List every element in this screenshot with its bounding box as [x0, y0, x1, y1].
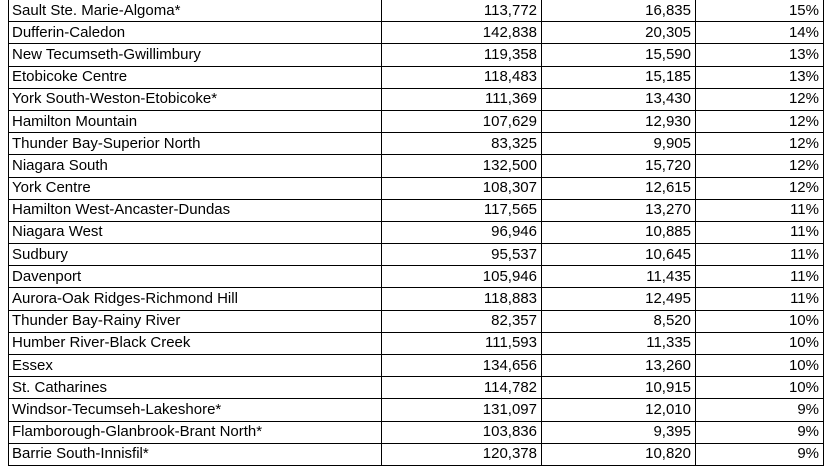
value-b-cell: 10,645 — [542, 244, 696, 266]
riding-name-cell: Windsor-Tecumseh-Lakeshore* — [9, 399, 382, 421]
value-a-cell: 131,097 — [382, 399, 542, 421]
table-row — [9, 66, 824, 88]
riding-name-cell: Davenport — [9, 266, 382, 288]
data-table — [8, 0, 824, 466]
value-b-cell: 20,305 — [542, 22, 696, 44]
riding-name-cell: Flamborough-Glanbrook-Brant North* — [9, 421, 382, 443]
riding-name-cell: Sault Ste. Marie-Algoma* — [9, 0, 382, 22]
value-b-cell: 12,930 — [542, 110, 696, 132]
value-b-cell: 16,835 — [542, 0, 696, 22]
value-a-cell: 120,378 — [382, 443, 542, 465]
table-row — [9, 443, 824, 465]
value-b-cell: 12,010 — [542, 399, 696, 421]
value-a-cell: 105,946 — [382, 266, 542, 288]
riding-name-cell: Niagara South — [9, 155, 382, 177]
table-row — [9, 110, 824, 132]
value-b-cell: 10,885 — [542, 221, 696, 243]
percent-cell: 9% — [696, 443, 824, 465]
riding-name-cell: Thunder Bay-Rainy River — [9, 310, 382, 332]
value-b-cell: 15,590 — [542, 44, 696, 66]
riding-name-cell: Niagara West — [9, 221, 382, 243]
percent-cell: 13% — [696, 44, 824, 66]
value-a-cell: 82,357 — [382, 310, 542, 332]
value-b-cell: 11,435 — [542, 266, 696, 288]
value-b-cell: 10,915 — [542, 377, 696, 399]
riding-name-cell: Hamilton Mountain — [9, 110, 382, 132]
table-row — [9, 355, 824, 377]
percent-cell: 10% — [696, 377, 824, 399]
value-a-cell: 117,565 — [382, 199, 542, 221]
riding-name-cell: Sudbury — [9, 244, 382, 266]
value-a-cell: 142,838 — [382, 22, 542, 44]
table-row — [9, 310, 824, 332]
riding-name-cell: Aurora-Oak Ridges-Richmond Hill — [9, 288, 382, 310]
table-row — [9, 332, 824, 354]
riding-name-cell: York Centre — [9, 177, 382, 199]
value-b-cell: 12,495 — [542, 288, 696, 310]
value-b-cell: 13,270 — [542, 199, 696, 221]
percent-cell: 11% — [696, 221, 824, 243]
riding-name-cell: Etobicoke Centre — [9, 66, 382, 88]
value-b-cell: 15,185 — [542, 66, 696, 88]
percent-cell: 12% — [696, 177, 824, 199]
percent-cell: 10% — [696, 310, 824, 332]
value-a-cell: 111,369 — [382, 88, 542, 110]
percent-cell: 9% — [696, 399, 824, 421]
value-b-cell: 10,820 — [542, 443, 696, 465]
table-row — [9, 133, 824, 155]
table-row — [9, 88, 824, 110]
percent-cell: 11% — [696, 288, 824, 310]
value-b-cell: 8,520 — [542, 310, 696, 332]
riding-name-cell: Humber River-Black Creek — [9, 332, 382, 354]
riding-name-cell: York South-Weston-Etobicoke* — [9, 88, 382, 110]
riding-name-cell: Essex — [9, 355, 382, 377]
percent-cell: 14% — [696, 22, 824, 44]
table-body — [9, 0, 824, 465]
value-a-cell: 96,946 — [382, 221, 542, 243]
percent-cell: 12% — [696, 133, 824, 155]
value-a-cell: 95,537 — [382, 244, 542, 266]
riding-name-cell: St. Catharines — [9, 377, 382, 399]
value-a-cell: 103,836 — [382, 421, 542, 443]
value-a-cell: 83,325 — [382, 133, 542, 155]
value-a-cell: 132,500 — [382, 155, 542, 177]
table-row — [9, 199, 824, 221]
value-b-cell: 15,720 — [542, 155, 696, 177]
value-a-cell: 111,593 — [382, 332, 542, 354]
percent-cell: 12% — [696, 155, 824, 177]
value-a-cell: 134,656 — [382, 355, 542, 377]
percent-cell: 11% — [696, 266, 824, 288]
percent-cell: 12% — [696, 110, 824, 132]
table-row — [9, 266, 824, 288]
percent-cell: 9% — [696, 421, 824, 443]
value-b-cell: 12,615 — [542, 177, 696, 199]
table-row — [9, 44, 824, 66]
value-b-cell: 9,395 — [542, 421, 696, 443]
riding-name-cell: Hamilton West-Ancaster-Dundas — [9, 199, 382, 221]
riding-name-cell: Dufferin-Caledon — [9, 22, 382, 44]
value-a-cell: 118,483 — [382, 66, 542, 88]
riding-name-cell: New Tecumseth-Gwillimbury — [9, 44, 382, 66]
value-b-cell: 11,335 — [542, 332, 696, 354]
table-row — [9, 421, 824, 443]
percent-cell: 12% — [696, 88, 824, 110]
table-row — [9, 0, 824, 22]
value-a-cell: 108,307 — [382, 177, 542, 199]
table-row — [9, 155, 824, 177]
table-row — [9, 288, 824, 310]
value-a-cell: 113,772 — [382, 0, 542, 22]
value-a-cell: 119,358 — [382, 44, 542, 66]
percent-cell: 15% — [696, 0, 824, 22]
table-row — [9, 22, 824, 44]
table-row — [9, 399, 824, 421]
percent-cell: 10% — [696, 332, 824, 354]
table-row — [9, 244, 824, 266]
percent-cell: 11% — [696, 199, 824, 221]
value-b-cell: 9,905 — [542, 133, 696, 155]
table-row — [9, 377, 824, 399]
percent-cell: 11% — [696, 244, 824, 266]
percent-cell: 13% — [696, 66, 824, 88]
riding-name-cell: Thunder Bay-Superior North — [9, 133, 382, 155]
percent-cell: 10% — [696, 355, 824, 377]
value-a-cell: 118,883 — [382, 288, 542, 310]
value-a-cell: 107,629 — [382, 110, 542, 132]
table-row — [9, 221, 824, 243]
value-b-cell: 13,430 — [542, 88, 696, 110]
table-row — [9, 177, 824, 199]
value-a-cell: 114,782 — [382, 377, 542, 399]
value-b-cell: 13,260 — [542, 355, 696, 377]
riding-name-cell: Barrie South-Innisfil* — [9, 443, 382, 465]
